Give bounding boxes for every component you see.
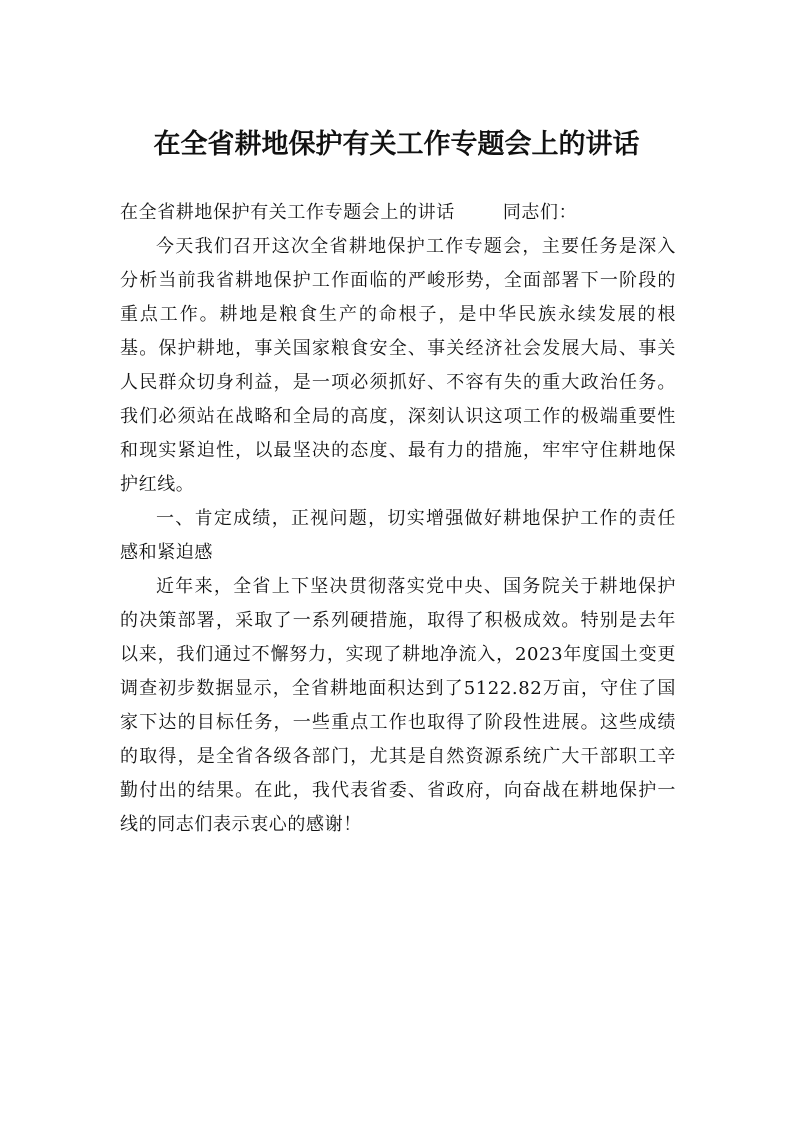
header-line-title: 在全省耕地保护有关工作专题会上的讲话 bbox=[120, 202, 455, 223]
document-title: 在全省耕地保护有关工作专题会上的讲话 bbox=[153, 129, 640, 160]
paragraph-opening: 今天我们召开这次全省耕地保护工作专题会，主要任务是深入分析当前我省耕地保护工作面临的严峻形势，全面部署下一阶段的重点工作。耕地是粮食生产的命根子，是中华民族永续发展的根基。保护耕地，事关国家粮食安全、事关经济社会发展大局、事关人民群众切身利益，是一项必须抓好、不容有失的重大政治任务。我们必须站在战略和全局的高度，深刻认识这项工作的极端重要性和现实紧迫性，以最坚决的态度、最有力的措施，牢牢守住耕地保护红线。 bbox=[120, 236, 676, 495]
header-line bbox=[120, 196, 676, 230]
document-body bbox=[120, 196, 676, 842]
salutation: 同志们： bbox=[502, 202, 578, 223]
paragraph-achievements: 近年来，全省上下坚决贯彻落实党中央、国务院关于耕地保护的决策部署，采取了一系列硬措施，取得了积极成效。特别是去年以来，我们通过不懈努力，实现了耕地净流入，2023年度国土变更调查初步数据显示，全省耕地面积达到了5122.82万亩，守住了国家下达的目标任务，一些重点工作也取得了阶段性进展。这些成绩的取得，是全省各级各部门，尤其是自然资源系统广大干部职工辛勤付出的结果。在此，我代表省委、省政府，向奋战在耕地保护一线的同志们表示衷心的感谢！ bbox=[120, 576, 676, 835]
section-heading-one: 一、肯定成绩，正视问题，切实增强做好耕地保护工作的责任感和紧迫感 bbox=[120, 508, 676, 563]
